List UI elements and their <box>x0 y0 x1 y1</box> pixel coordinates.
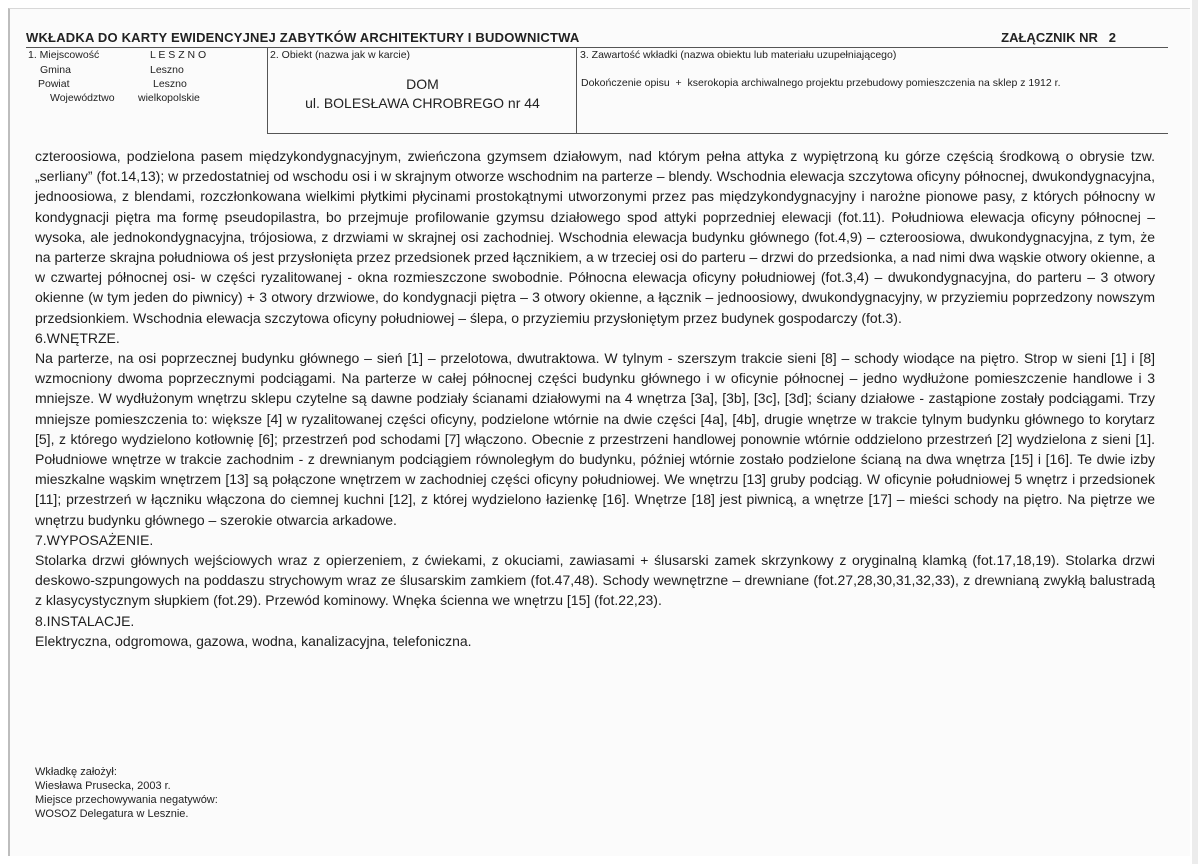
location-value: L E S Z N O <box>150 49 207 61</box>
interior-paragraph: Na parterze, na osi poprzecznej budynku głównego – sień [1] – przelotowa, dwutraktowa. W tylnym - szerszym trakcie sieni [8] – schody wiodące na piętro. Strop w sieni [1] i [8] wzmocniony dwoma poprzecznymi podciągami. Na parterze w całej północnej części budynku głównego i w oficynie północnej – jedno wydłużone pomieszczenie handlowe i 3 mniejsze. W wydłużonym wnętrzu sklepu czytelne są dawne podziały ścianami działowymi na 4 wnętrza [3a], [3b], [3c], [3d]; ściany działowe - zastąpione zostały podciągami. Trzy mniejsze pomieszczenia to: większe [4] w ryzalitowanej części oficyny, podzielone wtórnie na dwie części [4a], [4b], drugie wnętrze w trakcie tylnym budynku głównego to korytarz [5], z którego wydzielono kotłownię [6]; przestrzeń pod schodami [7] włączono. Obecnie z przestrzeni handlowej ponownie wtórnie oddzielono przestrzeń [2] wydzielona z sieni [1]. Południowe wnętrze w trakcie zachodnim - z drewnianym podciągiem równoległym do budynku, później wtórnie zostało podzielone ścianą na dwa wnętrza [15] i [16]. Te dwie izby mieszkalne wąskim wnętrzem [13] są połączone wnętrzem w zachodniej części oficyny południowej. We wnętrzu [13] gruby podciąg. W oficynie południowej 5 wnętrz i przedsionek [11]; przestrzeń w łączniku włączona do ciemnej kuchni [12], z której wydzielono łazienkę [16]. Wnętrze [18] jest piwnicą, a wnętrze [17] – mieści schody na piętro. Na piętrze we wnętrzu budynku głównego – szerokie otwarcia arkadowe. <box>35 350 1155 528</box>
annex-number: ZAŁĄCZNIK NR 2 <box>1001 30 1116 45</box>
contents-value: Dokończenie opisu + kserokopia archiwalnego projektu przebudowy pomieszczenia na sklep z 1912 r. <box>581 77 1061 89</box>
powiat-label: Powiat <box>38 78 70 90</box>
location-label: 1. Miejscowość <box>28 49 100 61</box>
gmina-value: Leszno <box>150 64 184 76</box>
header-bottom-rule <box>267 133 1168 134</box>
powiat-value: Leszno <box>153 78 187 90</box>
voivodeship-value: wielkopolskie <box>138 92 200 104</box>
location-row <box>26 49 266 62</box>
contents-box <box>576 47 1168 133</box>
storage-value: WOSOZ Delegatura w Lesznie. <box>35 808 189 820</box>
gmina-row <box>26 64 266 77</box>
installations-paragraph: Elektryczna, odgromowa, gazowa, wodna, kanalizacyjna, telefoniczna. <box>35 632 472 649</box>
author-value: Wiesława Prusecka, 2003 r. <box>35 780 171 792</box>
section-heading-interior: 6.WNĘTRZE. <box>35 329 120 346</box>
storage-label: Miejsce przechowywania negatywów: <box>35 794 218 806</box>
equipment-paragraph: Stolarka drzwi głównych wejściowych wraz z opierzeniem, z ćwiekami, z okuciami, zawiasami + ślusarski zamek skrzynkowy z oryginalną klamką (fot.17,18,19). Stolarka drzwi deskowo-szpungowych na poddaszu strychowym wraz ze ślusarskim zamkiem (fot.47,48). Schody wewnętrzne – drewniane (fot.27,28,30,31,32,33), z drewnianą zwykłą balustradą z klasycystycznym słupkiem (fot.29). Przewód kominowy. Wnęka ścienna we wnętrzu [15] (fot.22,23). <box>35 552 1155 609</box>
powiat-row <box>26 78 266 91</box>
object-address: ul. BOLESŁAWA CHROBREGO nr 44 <box>305 95 540 111</box>
voivodeship-label: Województwo <box>50 92 115 104</box>
location-box <box>26 47 267 133</box>
gmina-label: Gmina <box>40 64 71 76</box>
object-box <box>267 47 576 133</box>
section-heading-equipment: 7.WYPOSAŻENIE. <box>35 531 154 548</box>
form-title: WKŁADKA DO KARTY EWIDENCYJNEJ ZABYTKÓW ARCHITEKTURY I BUDOWNICTWA <box>26 30 580 45</box>
voivodeship-row <box>26 92 266 105</box>
scan-edge <box>1192 0 1198 864</box>
section-heading-installations: 8.INSTALACJE. <box>35 612 135 629</box>
object-label: 2. Obiekt (nazwa jak w karcie) <box>270 49 411 61</box>
footer-notes <box>35 765 218 821</box>
contents-label: 3. Zawartość wkładki (nazwa obiektu lub materiału uzupełniającego) <box>580 49 897 61</box>
author-label: Wkładkę założył: <box>35 766 117 778</box>
description-body <box>35 146 1155 651</box>
object-name: DOM <box>406 76 439 92</box>
facade-paragraph: czteroosiowa, podzielona pasem międzykondygnacyjnym, zwieńczona gzymsem działowym, nad którym pełna attyka z wypiętrzoną ku górze częścią środkową o obrysie tzw. „serliany” (fot.14,13); w przedostatniej od wschodu osi i w skrajnym otworze wschodnim na parterze – blendy. Wschodnia elewacja szczytowa oficyny północnej, dwukondygnacyjna, jednoosiowa, z blendami, rozczłonkowana wielkimi płytkimi płycinami prostokątnymi utworzonymi przez pas międzykondygnacyjny i narożne pionowe pasy, z których północny w kondygnacji piętra ma formę pseudopilastra, bo przejmuje profilowanie gzymsu działowego spod attyki poprzedniej elewacji (fot.11). Południowa elewacja oficyny północnej – wysoka, ale jednokondygnacyjna, trójosiowa, z drzwiami w skrajnej osi zachodniej. Wschodnia elewacja budynku głównego (fot.4,9) – czteroosiowa, dwukondygnacyjna, z tym, że na parterze skrajna południowa oś jest przysłonięta przez przedsionek przed łącznikiem, a w trzeciej osi do parteru – drzwi do przedsionka, a nad nimi dwa wąskie otwory okienne, a w czwartej północnej osi- w części ryzalitowanej - okna rozmieszczone swobodnie. Północna elewacja oficyny południowej (fot.3,4) – dwukondygnacyjna, do parteru – 3 otwory okienne (w tym jeden do piwnicy) + 3 otwory drzwiowe, do kondygnacji piętra – 3 otwory okienne, a łącznik – jednoosiowy, dwukondygnacyjny, w przyziemiu poprzedzony nowszym przedsionkiem. Wschodnia elewacja szczytowa oficyny południowej – ślepa, o przyziemiu przysłoniętym przez budynek gospodarczy (fot.3). <box>35 148 1155 326</box>
